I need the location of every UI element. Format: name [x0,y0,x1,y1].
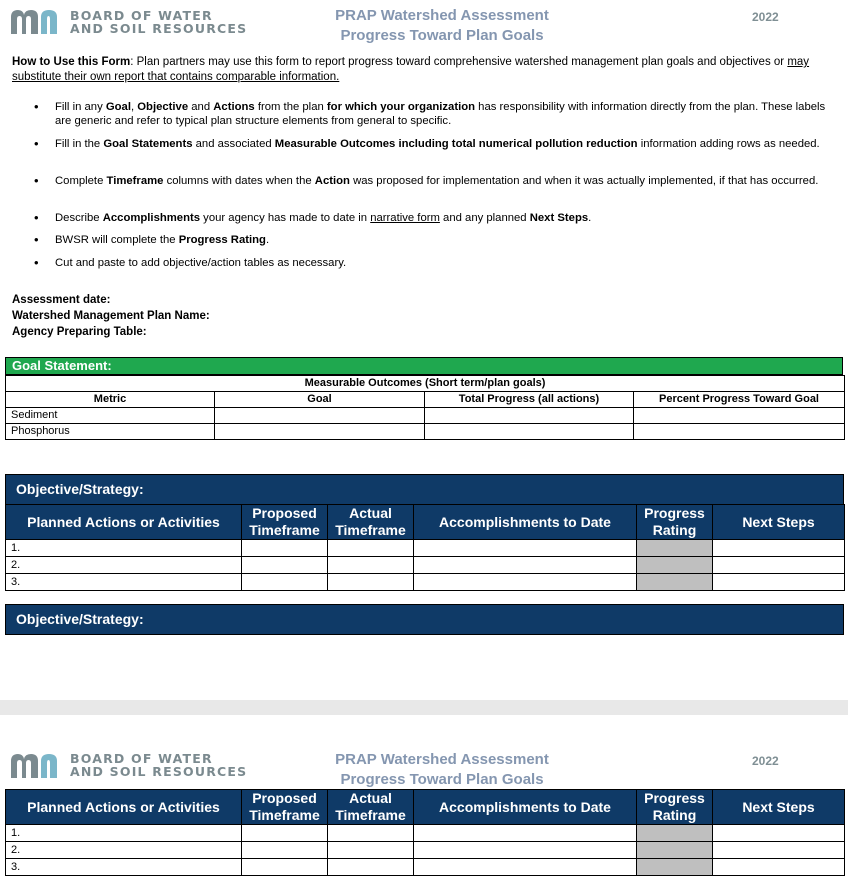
row-number: 2. [6,557,242,574]
page-title [317,750,567,790]
col-actual-timeframe: Actual Timeframe [328,790,414,825]
instruction-item: • Fill in any Goal, Objective and Actions from the plan for which your organization has responsibility with information directly from the plan. These labels are generic and refer to typical plan structure elements from general to specific. [55,100,840,128]
goal-table [5,375,845,440]
col-actual-timeframe: Actual Timeframe [328,505,414,540]
col-next-steps: Next Steps [713,790,845,825]
actual-cell[interactable] [328,557,414,574]
total-progress-cell[interactable] [425,424,634,440]
col-goal: Goal [215,392,425,408]
proposed-cell[interactable] [242,574,328,591]
org-name-line1: BOARD OF WATER [70,8,213,23]
actions-table [5,504,845,591]
actual-cell[interactable] [328,842,414,859]
accomplishments-cell[interactable] [414,557,637,574]
progress-rating-cell [637,825,713,842]
proposed-cell[interactable] [242,859,328,876]
col-accomplishments: Accomplishments to Date [414,505,637,540]
outcomes-header: Measurable Outcomes (Short term/plan goals) [6,376,845,392]
accomplishments-cell[interactable] [414,825,637,842]
instruction-item: • Describe Accomplishments your agency has made to date in narrative form and any planned Next Steps. [55,211,840,225]
progress-rating-cell [637,540,713,557]
metric-cell: Sediment [6,408,215,424]
org-name [70,752,247,778]
row-number: 3. [6,859,242,876]
instruction-item: • Cut and paste to add objective/action tables as necessary. [55,256,840,270]
table-row [6,540,845,557]
page-title-line2: Progress Toward Plan Goals [340,771,544,788]
table-row [6,408,845,424]
accomplishments-cell[interactable] [414,574,637,591]
org-name-line2: AND SOIL RESOURCES [70,21,248,36]
next-steps-cell[interactable] [713,859,845,876]
instruction-item: • Fill in the Goal Statements and associated Measurable Outcomes including total numerical pollution reduction information adding rows as needed. [55,137,840,151]
page-title-line1: PRAP Watershed Assessment [335,7,549,24]
org-name [70,9,247,35]
col-progress-rating: Progress Rating [637,505,713,540]
goal-statement-bar: Goal Statement: [5,357,843,375]
intro-text: : Plan partners may use this form to report progress toward comprehensive watershed management plan goals and objectives or [130,56,788,68]
col-total-progress: Total Progress (all actions) [425,392,634,408]
col-planned-actions: Planned Actions or Activities [6,790,242,825]
page-title-line2: Progress Toward Plan Goals [340,27,544,44]
col-accomplishments: Accomplishments to Date [414,790,637,825]
next-steps-cell[interactable] [713,557,845,574]
progress-rating-cell [637,557,713,574]
actual-cell[interactable] [328,574,414,591]
row-number: 1. [6,825,242,842]
progress-rating-cell [637,574,713,591]
progress-rating-cell [637,859,713,876]
col-next-steps: Next Steps [713,505,845,540]
intro-underlined: may substitute their own report that contains comparable information. [12,56,810,83]
row-number: 3. [6,574,242,591]
proposed-cell[interactable] [242,540,328,557]
next-steps-cell[interactable] [713,540,845,557]
instruction-item: • Complete Timeframe columns with dates when the Action was proposed for implementation and when it was actually implemented, if that has occurred. [55,174,840,188]
col-planned-actions: Planned Actions or Activities [6,505,242,540]
intro-lead: How to Use this Form [12,56,131,68]
next-steps-cell[interactable] [713,842,845,859]
org-name-line2: AND SOIL RESOURCES [70,764,248,779]
next-steps-cell[interactable] [713,574,845,591]
percent-progress-cell[interactable] [634,408,845,424]
objective-strategy-bar: Objective/Strategy: [5,604,844,635]
plan-name-label: Watershed Management Plan Name: [12,310,210,322]
org-name-line1: BOARD OF WATER [70,751,213,766]
accomplishments-cell[interactable] [414,859,637,876]
accomplishments-cell[interactable] [414,540,637,557]
goal-cell[interactable] [215,424,425,440]
mn-logo-icon [11,10,65,34]
actions-table [5,789,845,876]
actual-cell[interactable] [328,540,414,557]
row-number: 1. [6,540,242,557]
agency-label: Agency Preparing Table: [12,326,147,338]
col-proposed-timeframe: Proposed Timeframe [242,505,328,540]
progress-rating-cell [637,842,713,859]
table-row [6,557,845,574]
next-steps-cell[interactable] [713,825,845,842]
goal-cell[interactable] [215,408,425,424]
total-progress-cell[interactable] [425,408,634,424]
year-label: 2022 [752,10,779,24]
table-row [6,574,845,591]
page-title-line1: PRAP Watershed Assessment [335,751,549,768]
page-title [317,6,567,46]
col-percent-progress: Percent Progress Toward Goal [634,392,845,408]
actual-cell[interactable] [328,859,414,876]
page-break [0,700,848,715]
row-number: 2. [6,842,242,859]
table-row [6,825,845,842]
proposed-cell[interactable] [242,557,328,574]
intro-paragraph [12,55,830,85]
table-row [6,859,845,876]
instruction-item: • BWSR will complete the Progress Rating. [55,233,840,247]
assessment-date-label: Assessment date: [12,294,111,306]
table-row [6,842,845,859]
col-metric: Metric [6,392,215,408]
mn-logo-icon [11,754,65,778]
table-row [6,424,845,440]
year-label: 2022 [752,754,779,768]
proposed-cell[interactable] [242,825,328,842]
actual-cell[interactable] [328,825,414,842]
metric-cell: Phosphorus [6,424,215,440]
percent-progress-cell[interactable] [634,424,845,440]
objective-strategy-bar: Objective/Strategy: [5,474,844,505]
col-proposed-timeframe: Proposed Timeframe [242,790,328,825]
accomplishments-cell[interactable] [414,842,637,859]
col-progress-rating: Progress Rating [637,790,713,825]
proposed-cell[interactable] [242,842,328,859]
